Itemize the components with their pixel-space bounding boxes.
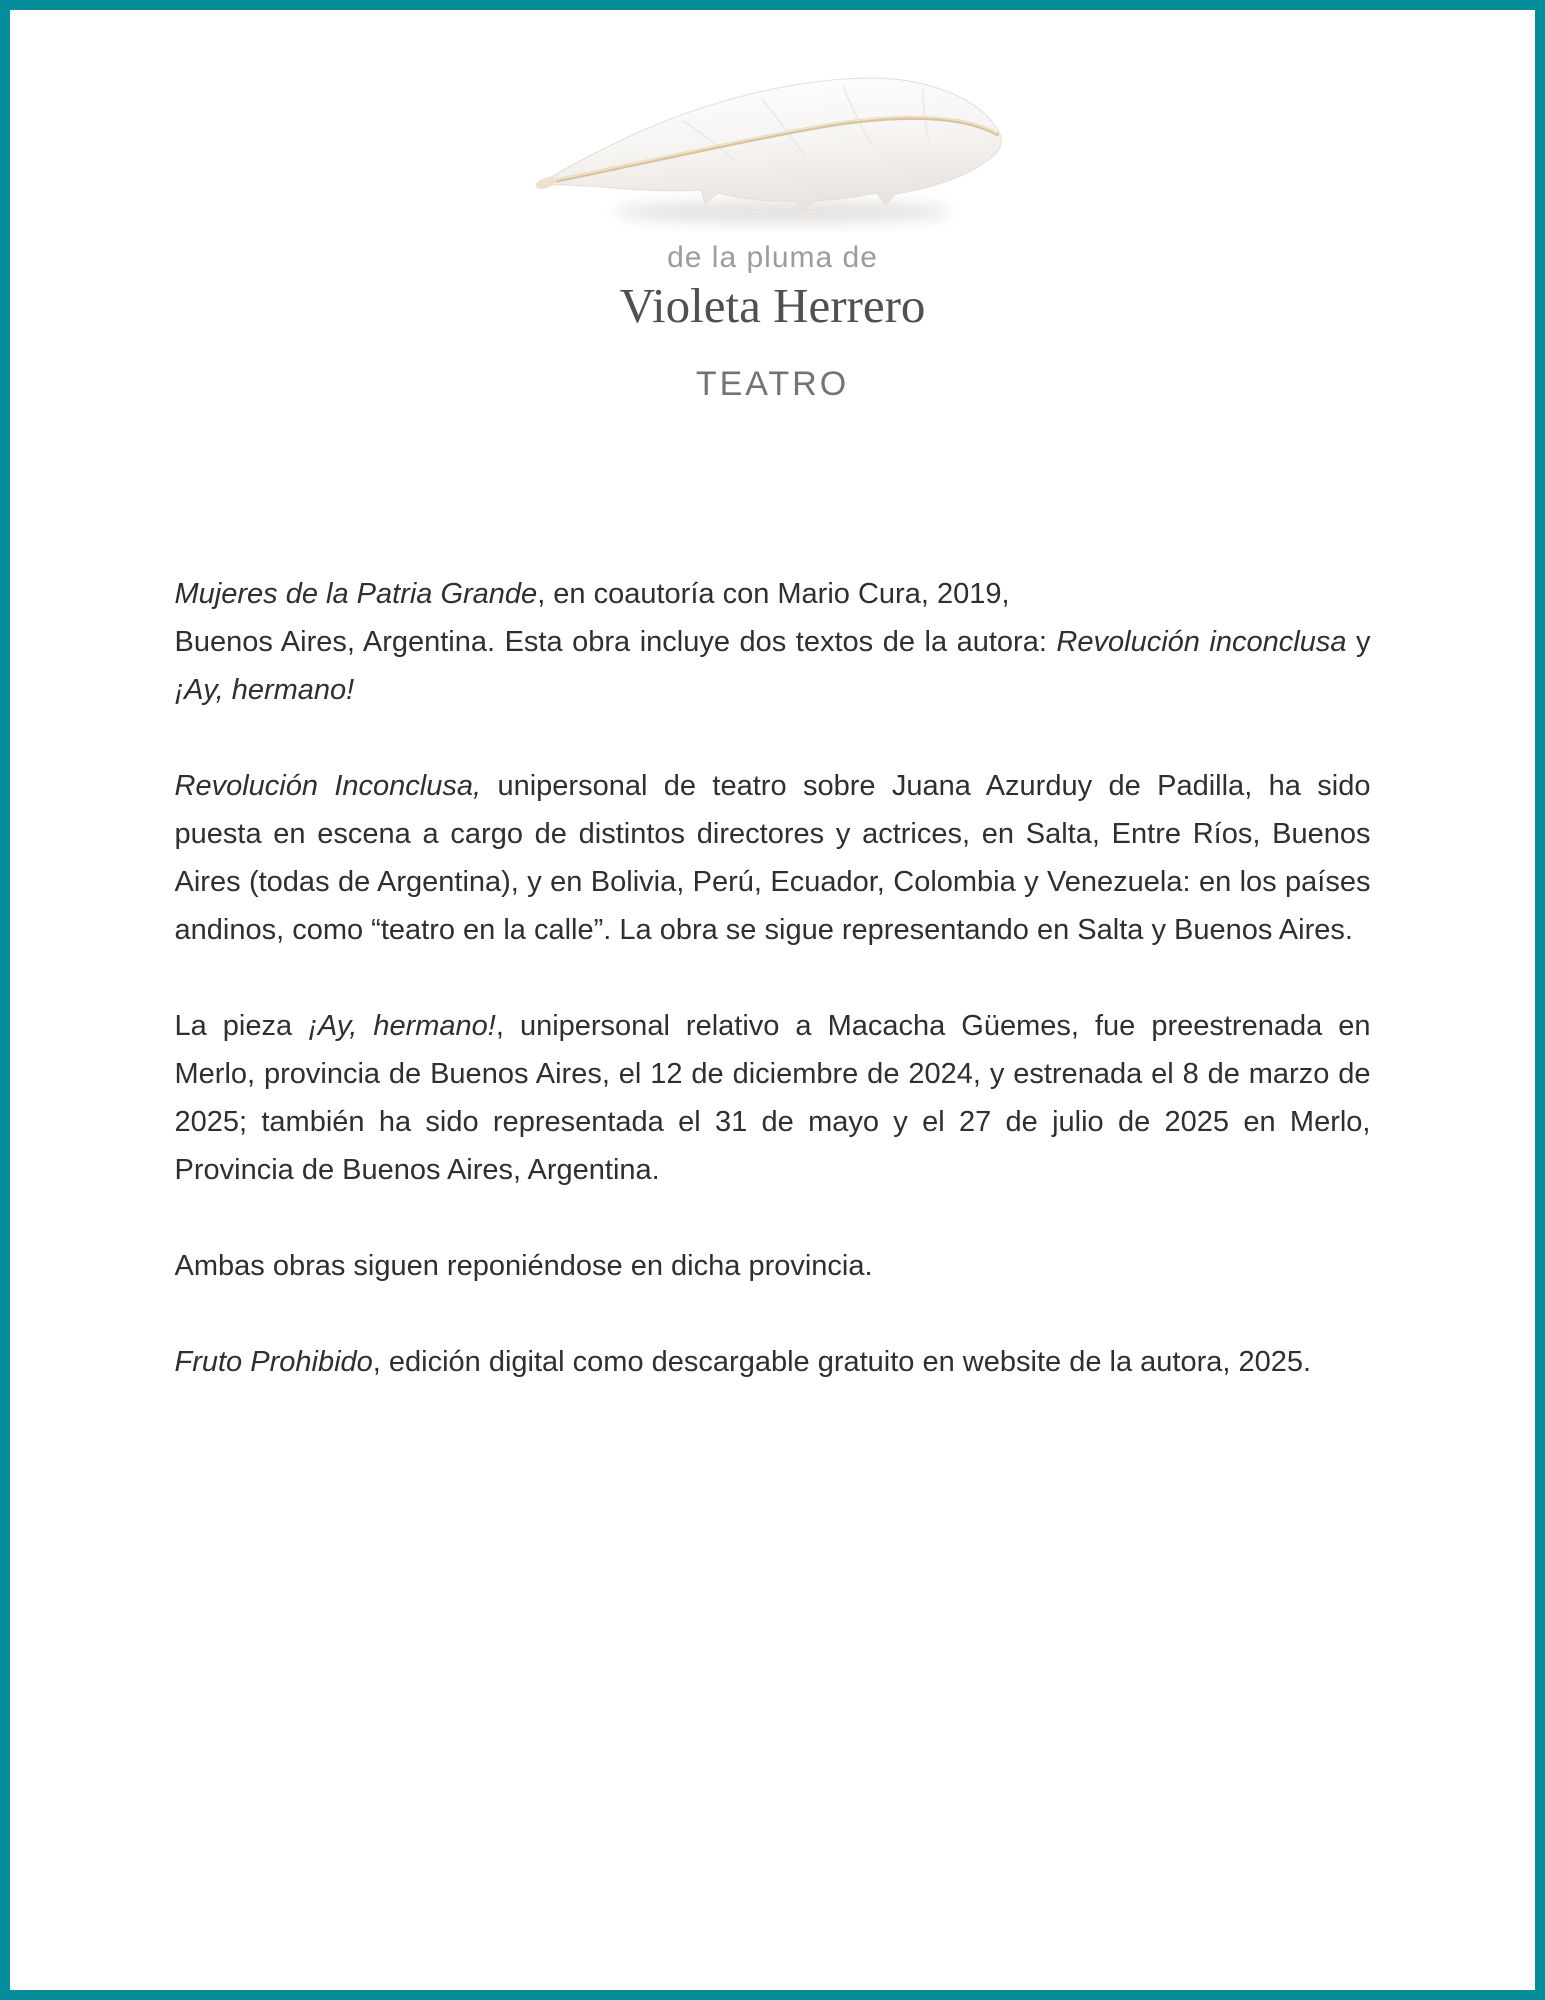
text-run: La pieza	[174, 1010, 309, 1042]
paragraph-mujeres-de-la-patria-grande	[175, 570, 1371, 714]
work-title: ¡Ay, hermano!	[308, 1010, 496, 1042]
author-name: Violeta Herrero	[619, 278, 926, 333]
paragraph-ambas-obras	[175, 1242, 1371, 1290]
paragraph-revolucion-inconclusa	[175, 762, 1371, 954]
text-run: Buenos Aires, Argentina. Esta obra incluye dos textos de la autora:	[174, 626, 1057, 658]
text-run: y	[1346, 626, 1371, 658]
tagline: de la pluma de	[667, 241, 878, 274]
text-run: , edición digital como descargable gratuito en website de la autora, 2025.	[372, 1346, 1312, 1378]
work-title: Fruto Prohibido	[174, 1346, 373, 1378]
text-run: , en coautoría con Mario Cura, 2019,	[537, 578, 1010, 610]
text-run: unipersonal de teatro sobre Juana Azurduy de Padilla, ha sido puesta en escena a cargo de distintos directores y actrices, en Salta, Entre Ríos, Buenos Aires (todas de Argentina), y en Bolivia, Perú, Ecuador, Colombia y Venezuela: en los países andinos, como “teatro en la calle”. La obra se sigue representando en Salta y Buenos Aires.	[174, 770, 1371, 946]
paragraph-fruto-prohibido	[175, 1338, 1371, 1386]
feather-icon	[533, 64, 1013, 232]
work-title: Mujeres de la Patria Grande	[174, 578, 538, 610]
work-title: ¡Ay, hermano!	[174, 674, 355, 706]
text-run: Ambas obras siguen reponiéndose en dicha provincia.	[174, 1250, 873, 1282]
work-title: Revolución inconclusa	[1056, 626, 1347, 658]
section-title: TEATRO	[695, 365, 850, 403]
document-body	[175, 570, 1371, 1386]
page-header	[10, 64, 1535, 404]
work-title: Revolución Inconclusa,	[174, 770, 482, 802]
text-run: , unipersonal relativo a Macacha Güemes, fue preestrenada en Merlo, provincia de Buenos Aires, el 12 de diciembre de 2024, y estrenada el 8 de marzo de 2025; también ha sido representada el 31 de mayo y el 27 de julio de 2025 en Merlo, Provincia de Buenos Aires, Argentina.	[174, 1010, 1371, 1186]
paragraph-ay-hermano	[175, 1002, 1371, 1194]
